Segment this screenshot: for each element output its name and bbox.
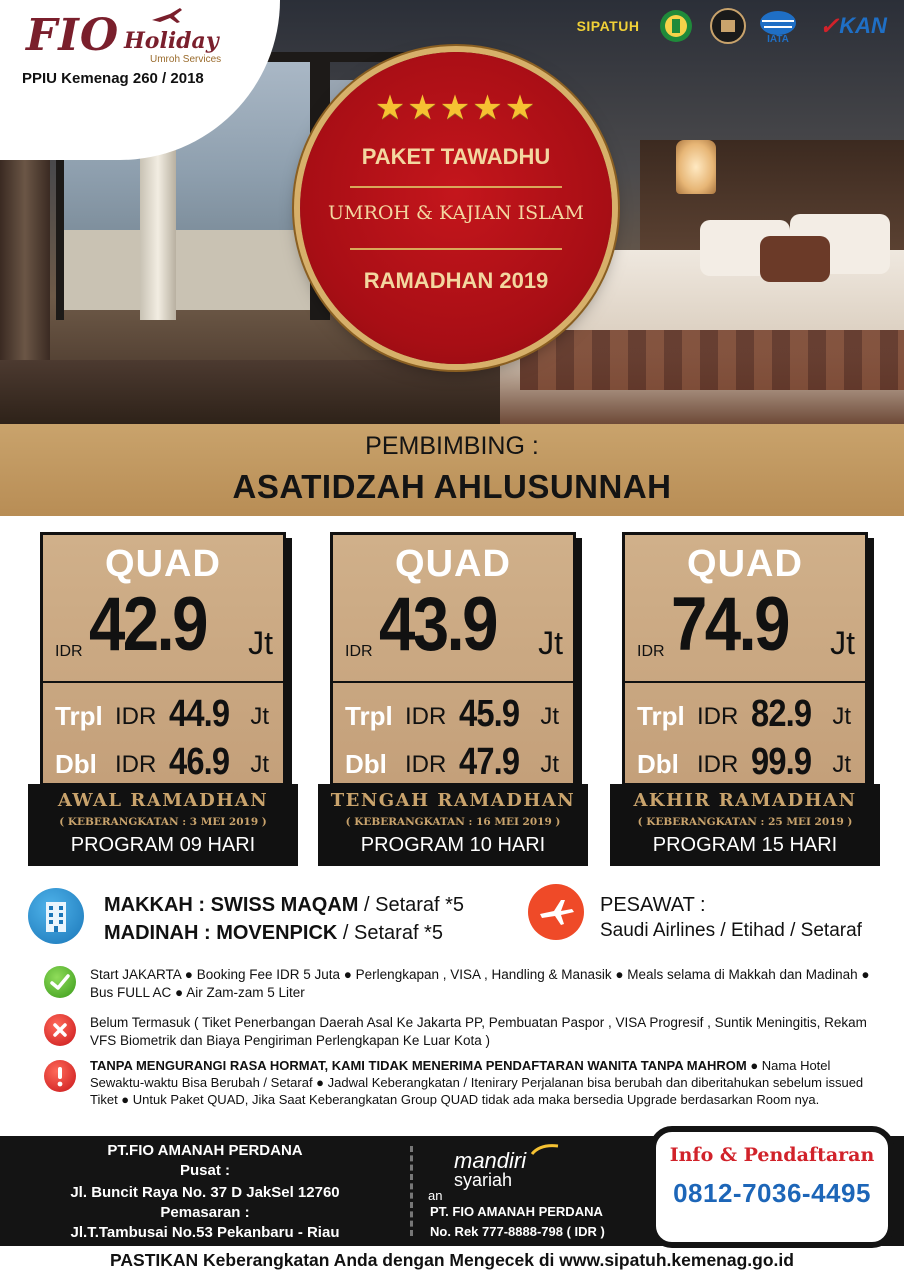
warning-icon bbox=[44, 1060, 76, 1092]
currency: IDR bbox=[637, 643, 665, 660]
price-unit: Jt bbox=[250, 751, 269, 778]
hq-label: Pusat : bbox=[179, 1162, 230, 1179]
terms-text: ● Nama Hotel Sewaktu-waktu Bisa Berubah / Setaraf ● Jadwal Keberangkatan / Itenirary Perjalanan bisa berubah dan diberitahukan sebelum issued Tiket ● Untuk Paket QUAD, Jika Saat Keberangkatan Group QUAD tidak ada maka bersedia Upgrade berdasarkan Room nya. bbox=[90, 1058, 864, 1107]
double-price: 99.9 bbox=[751, 741, 812, 783]
verification-notice: PASTIKAN Keberangkatan Anda dengan Mengecek di www.sipatuh.kemenag.go.id bbox=[110, 1250, 794, 1270]
bed-runner bbox=[520, 330, 904, 390]
price-divider bbox=[625, 681, 865, 683]
excluded-items: Belum Termasuk ( Tiket Penerbangan Daerah Asal Ke Jakarta PP, Pembuatan Paspor , VISA Progresif , Suntik Meningitis, Rekam VFS Biometrik dan Biaya Pengiriman Perlengkapan Ke Luar Kota ) bbox=[90, 1015, 867, 1048]
hero-banner bbox=[0, 0, 904, 424]
package-subtitle: UMROH & KAJIAN ISLAM bbox=[328, 202, 584, 224]
seal-divider bbox=[350, 186, 562, 188]
close-icon bbox=[44, 1014, 76, 1046]
lamp bbox=[676, 140, 716, 194]
double-price: 46.9 bbox=[169, 741, 230, 783]
quad-price: 74.9 bbox=[671, 582, 788, 667]
triple-row bbox=[43, 693, 283, 737]
price-card-akhir bbox=[622, 532, 868, 866]
currency: IDR bbox=[697, 703, 739, 730]
period-label: TENGAH RAMADHAN bbox=[330, 790, 576, 811]
mahrom-notice: TANPA MENGURANGI RASA HORMAT, KAMI TIDAK MENERIMA PENDAFTARAN WANITA TANPA MAHROM bbox=[90, 1058, 747, 1073]
currency: IDR bbox=[697, 751, 739, 778]
card-footer bbox=[318, 784, 588, 866]
triple-label: Trpl bbox=[345, 701, 393, 731]
madinah-hotel bbox=[104, 922, 443, 945]
room-type: QUAD bbox=[105, 543, 221, 585]
package-season: RAMADHAN 2019 bbox=[363, 268, 549, 293]
madinah-hotel-name: MADINAH : MOVENPICK bbox=[104, 922, 338, 944]
price-card-tengah bbox=[330, 532, 576, 866]
bank-sub: syariah bbox=[454, 1170, 513, 1190]
price-box bbox=[330, 532, 576, 786]
airplane-icon bbox=[528, 884, 584, 940]
floor bbox=[0, 360, 500, 424]
price-unit: Jt bbox=[832, 751, 851, 778]
kemenag-logo-icon bbox=[658, 8, 694, 44]
guide-band bbox=[0, 424, 904, 516]
airline-list: Saudi Airlines / Etihad / Setaraf bbox=[600, 920, 862, 941]
logo-holiday: Holiday bbox=[124, 28, 219, 54]
kan-label: KAN bbox=[839, 13, 887, 38]
makkah-hotel-name: MAKKAH : SWISS MAQAM bbox=[104, 894, 359, 916]
star-rating-icon: ★★★★★ bbox=[374, 88, 538, 128]
package-seal bbox=[300, 52, 612, 364]
price-divider bbox=[333, 681, 573, 683]
currency: IDR bbox=[405, 703, 447, 730]
kan-check-icon: ✓ bbox=[819, 12, 840, 40]
price-unit: Jt bbox=[250, 703, 269, 730]
departure-date: ( KEBERANGKATAN : 3 MEI 2019 ) bbox=[59, 816, 267, 828]
price-unit: Jt bbox=[832, 703, 851, 730]
svg-text:IATA: IATA bbox=[767, 34, 789, 43]
registration-box bbox=[650, 1126, 894, 1248]
price-unit: Jt bbox=[248, 625, 273, 661]
included-items: Start JAKARTA ● Booking Fee IDR 5 Juta ● Perlengkapan , VISA , Handling & Manasik ● Meals selama di Makkah dan Madinah ● Bus FULL AC ● Air Zam-zam 5 Liter bbox=[90, 967, 870, 1000]
triple-row bbox=[333, 693, 573, 737]
double-row bbox=[333, 741, 573, 785]
guide-name: ASATIDZAH AHLUSUNNAH bbox=[232, 468, 672, 505]
program-duration: PROGRAM 09 HARI bbox=[70, 834, 256, 856]
currency: IDR bbox=[55, 643, 83, 660]
double-label: Dbl bbox=[55, 749, 97, 779]
pillow bbox=[760, 236, 830, 282]
card-footer bbox=[28, 784, 298, 866]
price-divider bbox=[43, 681, 283, 683]
company-name: PT.FIO AMANAH PERDANA bbox=[107, 1142, 303, 1159]
currency: IDR bbox=[405, 751, 447, 778]
price-unit: Jt bbox=[540, 751, 559, 778]
double-label: Dbl bbox=[345, 749, 387, 779]
makkah-hotel-rating: / Setaraf *5 bbox=[358, 894, 465, 916]
marketing-label: Pemasaran : bbox=[160, 1204, 250, 1221]
triple-label: Trpl bbox=[637, 701, 685, 731]
double-row bbox=[625, 741, 865, 785]
price-unit: Jt bbox=[538, 625, 563, 661]
bank-name: mandiri bbox=[454, 1148, 527, 1173]
account-name: PT. FIO AMANAH PERDANA bbox=[430, 1204, 603, 1219]
quad-price: 42.9 bbox=[89, 582, 206, 667]
marketing-address: Jl.T.Tambusai No.53 Pekanbaru - Riau bbox=[70, 1224, 340, 1241]
city-skyline bbox=[60, 230, 310, 310]
flight-label: PESAWAT : bbox=[600, 894, 706, 916]
license-number: PPIU Kemenag 260 / 2018 bbox=[22, 70, 204, 87]
hq-address: Jl. Buncit Raya No. 37 D JakSel 12760 bbox=[70, 1184, 340, 1201]
triple-price: 44.9 bbox=[169, 693, 230, 735]
mandiri-wave-icon bbox=[530, 1142, 560, 1158]
price-unit: Jt bbox=[540, 703, 559, 730]
seal-divider bbox=[350, 248, 562, 250]
makkah-hotel bbox=[104, 894, 464, 917]
triple-label: Trpl bbox=[55, 701, 103, 731]
package-name: PAKET TAWADHU bbox=[361, 144, 551, 169]
hotel-building-icon bbox=[28, 888, 84, 944]
plane-logo-icon bbox=[150, 6, 184, 26]
period-label: AWAL RAMADHAN bbox=[57, 790, 269, 811]
price-card-awal bbox=[40, 532, 286, 866]
quad-price: 43.9 bbox=[379, 582, 496, 667]
period-label: AKHIR RAMADHAN bbox=[633, 790, 857, 811]
kan-logo bbox=[808, 8, 898, 44]
logo-tagline: Umroh Services bbox=[150, 54, 222, 65]
card-footer bbox=[610, 784, 880, 866]
double-row bbox=[43, 741, 283, 785]
departure-date: ( KEBERANGKATAN : 25 MEI 2019 ) bbox=[637, 816, 853, 828]
logo-fio: FIO bbox=[26, 10, 120, 61]
guide-label: PEMBIMBING : bbox=[365, 432, 539, 460]
amphuri-logo-icon bbox=[708, 8, 748, 44]
price-box bbox=[40, 532, 286, 786]
double-label: Dbl bbox=[637, 749, 679, 779]
madinah-hotel-rating: / Setaraf *5 bbox=[337, 922, 443, 944]
account-number: No. Rek 777-8888-798 ( IDR ) bbox=[430, 1224, 605, 1239]
check-icon bbox=[44, 966, 76, 998]
registration-title: Info & Pendaftaran bbox=[669, 1144, 875, 1166]
departure-date: ( KEBERANGKATAN : 16 MEI 2019 ) bbox=[345, 816, 561, 828]
price-box bbox=[622, 532, 868, 786]
terms-notice bbox=[90, 1057, 880, 1108]
program-duration: PROGRAM 15 HARI bbox=[652, 834, 838, 856]
price-unit: Jt bbox=[830, 625, 855, 661]
triple-price: 45.9 bbox=[459, 693, 520, 735]
sipatuh-logo: SIPATUH bbox=[576, 18, 640, 34]
room-type: QUAD bbox=[687, 543, 803, 585]
iata-logo-icon bbox=[756, 8, 800, 44]
currency: IDR bbox=[115, 751, 157, 778]
double-price: 47.9 bbox=[459, 741, 520, 783]
program-duration: PROGRAM 10 HARI bbox=[360, 834, 546, 856]
triple-price: 82.9 bbox=[751, 693, 812, 735]
footer-divider bbox=[410, 1146, 413, 1236]
currency: IDR bbox=[115, 703, 157, 730]
triple-row bbox=[625, 693, 865, 737]
currency: IDR bbox=[345, 643, 373, 660]
room-type: QUAD bbox=[395, 543, 511, 585]
account-prefix: an bbox=[428, 1188, 443, 1203]
phone-number[interactable]: 0812-7036-4495 bbox=[673, 1178, 871, 1208]
